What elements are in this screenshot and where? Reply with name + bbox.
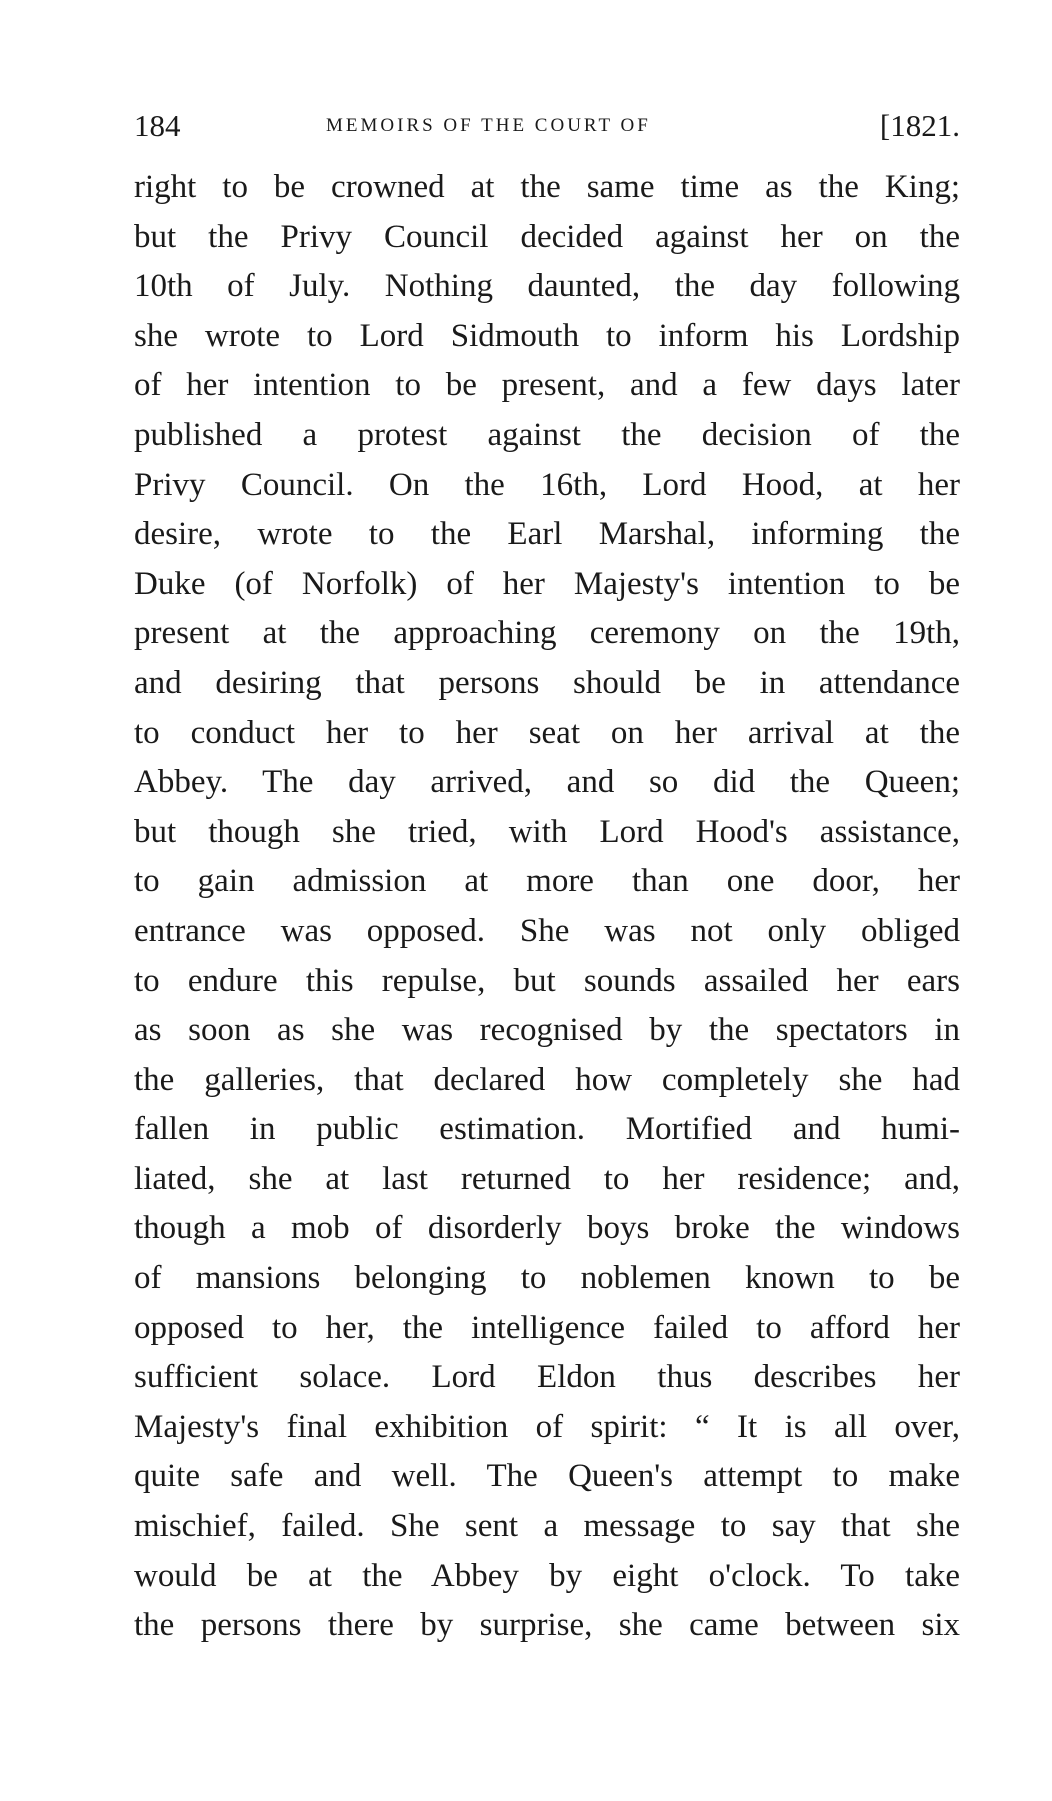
- text-line: 10th of July. Nothing daunted, the day following: [134, 268, 960, 305]
- running-title: MEMOIRS OF THE COURT OF: [326, 115, 651, 136]
- text-line: the persons there by surprise, she came between six: [134, 1607, 960, 1644]
- body-text: [134, 163, 960, 1651]
- page-header: [134, 103, 960, 149]
- page-number: 184: [134, 108, 181, 143]
- text-line: right to be crowned at the same time as the King;: [134, 169, 960, 205]
- text-line: Abbey. The day arrived, and so did the Queen;: [134, 764, 960, 801]
- text-line: mischief, failed. She sent a message to say that she: [134, 1508, 960, 1545]
- text-line: Duke (of Norfolk) of her Majesty's intention to be: [134, 565, 960, 602]
- text-line: she wrote to Lord Sidmouth to inform his Lordship: [134, 317, 960, 354]
- text-line: of her intention to be present, and a few days later: [134, 367, 960, 404]
- text-line: desire, wrote to the Earl Marshal, informing the: [134, 516, 960, 553]
- text-line: and desiring that persons should be in attendance: [134, 664, 960, 701]
- text-line: entrance was opposed. She was not only obliged: [134, 912, 960, 949]
- text-line: to endure this repulse, but sounds assailed her ears: [134, 962, 960, 999]
- text-line: but though she tried, with Lord Hood's assistance,: [134, 813, 960, 850]
- text-line: as soon as she was recognised by the spectators in: [134, 1012, 960, 1049]
- text-line: present at the approaching ceremony on the 19th,: [134, 615, 960, 652]
- text-line: the galleries, that declared how completely she had: [134, 1061, 960, 1098]
- text-line: of mansions belonging to noblemen known to be: [134, 1260, 960, 1297]
- text-line: though a mob of disorderly boys broke the windows: [134, 1210, 960, 1247]
- text-line: would be at the Abbey by eight o'clock. To take: [134, 1557, 960, 1594]
- text-line: sufficient solace. Lord Eldon thus describes her: [134, 1359, 960, 1396]
- text-line: opposed to her, the intelligence failed to afford her: [134, 1309, 960, 1346]
- text-line: fallen in public estimation. Mortified and humi-: [134, 1111, 960, 1148]
- text-line: published a protest against the decision of the: [134, 416, 960, 453]
- text-line: Privy Council. On the 16th, Lord Hood, at her: [134, 466, 960, 503]
- text-line: to conduct her to her seat on her arrival at the: [134, 714, 960, 751]
- text-line: Majesty's final exhibition of spirit: “ It is all over,: [134, 1408, 960, 1445]
- text-line: to gain admission at more than one door, her: [134, 863, 960, 900]
- text-line: liated, she at last returned to her residence; and,: [134, 1160, 960, 1197]
- text-line: quite safe and well. The Queen's attempt to make: [134, 1458, 960, 1495]
- text-line: but the Privy Council decided against her on the: [134, 218, 960, 255]
- header-year: [1821.: [879, 108, 960, 143]
